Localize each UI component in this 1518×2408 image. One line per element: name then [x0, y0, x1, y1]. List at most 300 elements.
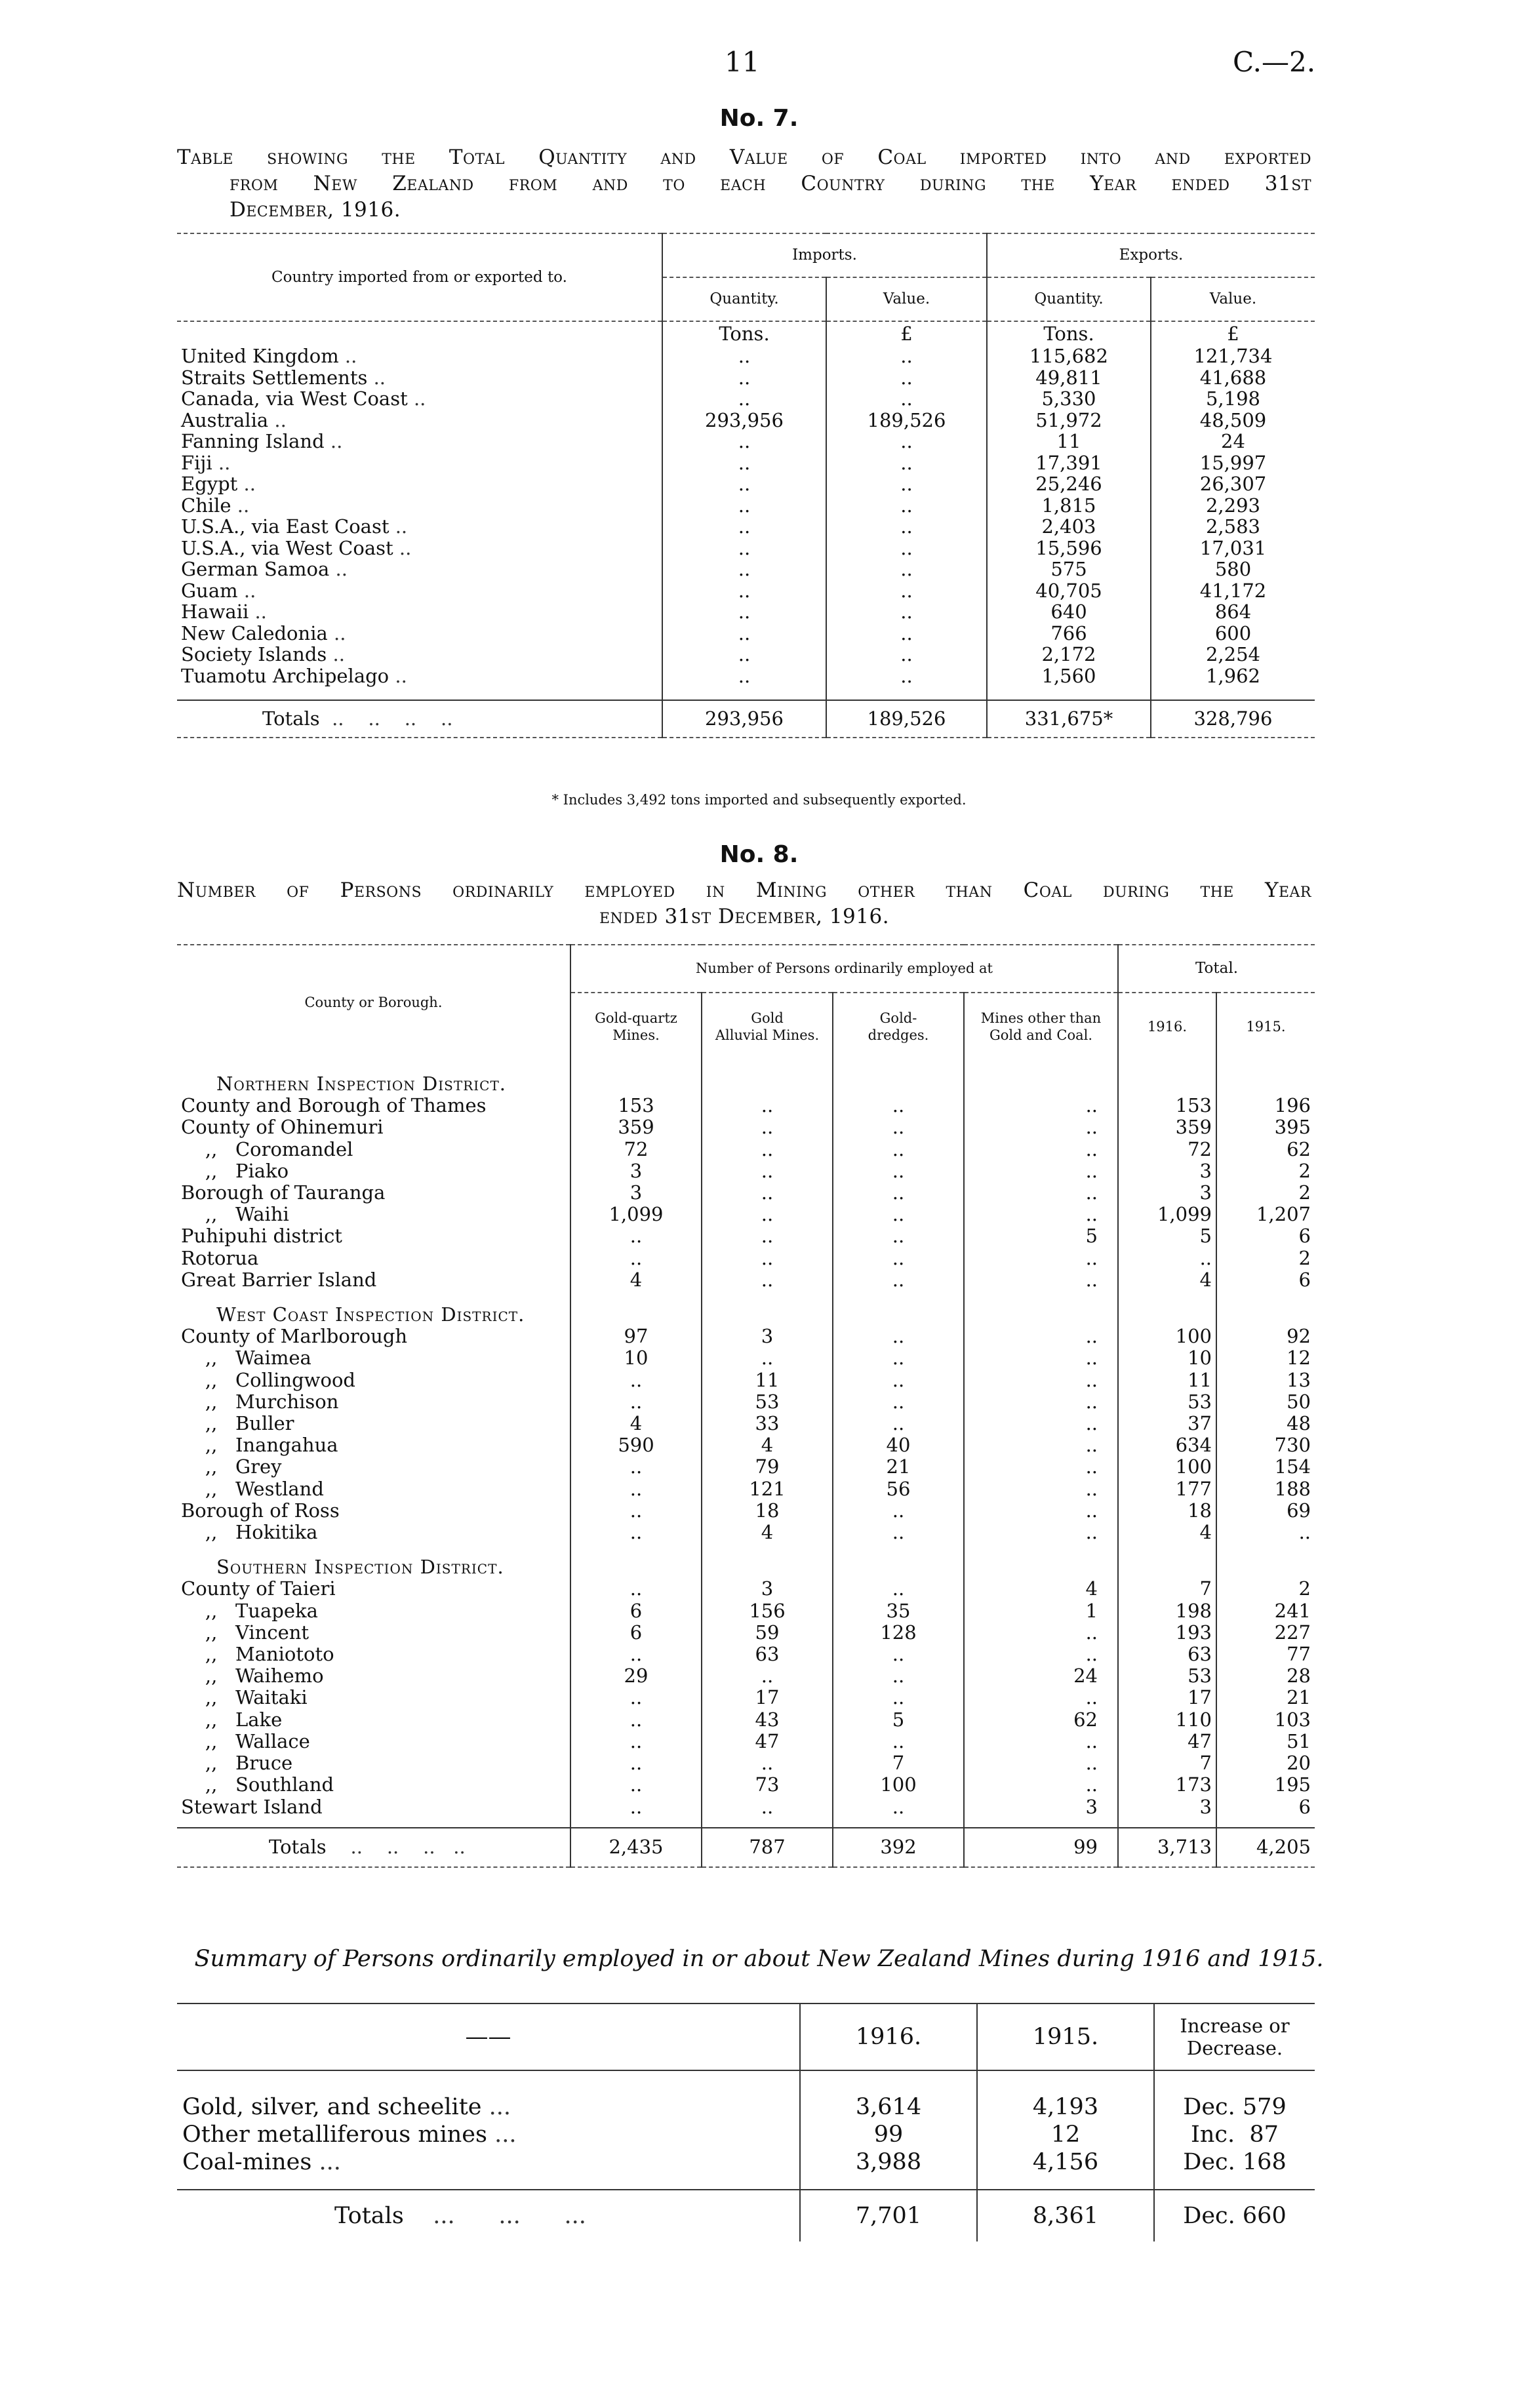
district-name: ,, Murchison — [181, 1390, 339, 1413]
district-row — [177, 1139, 1315, 1160]
unit-import-quantity: Tons. — [662, 321, 826, 345]
country-name: Egypt — [181, 473, 238, 495]
cell-mo: 62 — [964, 1709, 1118, 1731]
leader-dots: .. — [389, 515, 408, 538]
cell-gd: .. — [833, 1225, 964, 1247]
cell-t16: 100 — [1118, 1456, 1216, 1478]
district-row — [177, 1225, 1315, 1247]
cell-gd: .. — [833, 1391, 964, 1413]
country-cell — [177, 410, 662, 431]
summary-title: Summary of Persons ordinarily employed in or about New Zealand Mines during 1916 and 1915. — [194, 1946, 1324, 1972]
summary-totals-text: Totals — [334, 2203, 404, 2229]
cell-t15: 2 — [1216, 1248, 1315, 1269]
spacer-cell — [177, 2176, 800, 2190]
leader-dots: .. — [268, 408, 287, 431]
cell-iv: .. — [826, 367, 987, 389]
cell-t16: 72 — [1118, 1139, 1216, 1160]
cell-ga: .. — [702, 1796, 833, 1818]
country-cell — [177, 644, 662, 665]
coal-row — [177, 665, 1315, 687]
spacer-cell — [1118, 1543, 1216, 1556]
cell-ev: 41,688 — [1151, 367, 1315, 389]
spacer-cell — [1151, 686, 1315, 700]
district-row — [177, 1644, 1315, 1665]
country-cell — [177, 452, 662, 474]
district-name: County of Taieri — [181, 1577, 336, 1600]
district-name: ,, Lake — [181, 1708, 283, 1731]
cell-ev: 1,962 — [1151, 665, 1315, 687]
blank-cell — [1216, 1073, 1315, 1095]
cell-ga: 47 — [702, 1731, 833, 1752]
coal-row — [177, 516, 1315, 538]
cell-iq: .. — [662, 452, 826, 474]
cell-gd: .. — [833, 1116, 964, 1138]
cell-ga: .. — [702, 1248, 833, 1269]
country-cell — [177, 367, 662, 389]
country-cell — [177, 601, 662, 623]
district-header-row — [177, 1556, 1315, 1578]
coal-row — [177, 410, 1315, 431]
coal-row — [177, 473, 1315, 495]
country-name: German Samoa — [181, 558, 330, 580]
cell-t15: 92 — [1216, 1326, 1315, 1347]
cell-mo: .. — [964, 1116, 1118, 1138]
district-name: ,, Maniototo — [181, 1643, 334, 1666]
spacer-cell — [833, 1291, 964, 1304]
cell-gq: .. — [570, 1709, 702, 1731]
spacer-cell — [833, 1060, 964, 1073]
table-bottom-rule — [177, 738, 1315, 742]
district-row — [177, 1434, 1315, 1456]
country-cell — [177, 623, 662, 644]
district-name: Puhipuhi district — [181, 1225, 342, 1248]
cell-gq: 359 — [570, 1116, 702, 1138]
spacer-cell — [177, 1543, 570, 1556]
summary-total-1915: 8,361 — [977, 2190, 1154, 2241]
cell-t15: 6 — [1216, 1269, 1315, 1291]
cell-mo: 3 — [964, 1796, 1118, 1818]
table8-caption-line: ended 31st December, 1916. — [599, 905, 890, 928]
cell-mo: 5 — [964, 1225, 1118, 1247]
cell-gq: .. — [570, 1478, 702, 1500]
cell-t15: 13 — [1216, 1370, 1315, 1391]
total-import-value: 189,526 — [826, 700, 987, 738]
cell-gd: 7 — [833, 1752, 964, 1774]
header-import-quantity: Quantity. — [662, 277, 826, 321]
district-name: Stewart Island — [181, 1795, 323, 1818]
district-row — [177, 1709, 1315, 1731]
leader-dots: .. — [393, 536, 412, 559]
district-row — [177, 1269, 1315, 1291]
cell-gq: .. — [570, 1522, 702, 1543]
country-cell — [177, 388, 662, 410]
country-name: New Caledonia — [181, 622, 328, 644]
cell-ev: 24 — [1151, 431, 1315, 452]
district-name: ,, Buller — [181, 1412, 294, 1435]
cell-ev: 121,734 — [1151, 345, 1315, 367]
t8-total-gold-dredges: 392 — [833, 1828, 964, 1867]
cell-iv: .. — [826, 538, 987, 559]
cell-gq: .. — [570, 1370, 702, 1391]
country-name: Society Islands — [181, 643, 327, 665]
country-cell — [177, 431, 662, 452]
coal-row — [177, 495, 1315, 517]
district-row — [177, 1774, 1315, 1796]
spacer-cell — [570, 1543, 702, 1556]
header-county: County or Borough. — [304, 994, 443, 1010]
blank-cell — [570, 1073, 702, 1095]
blank-cell — [1118, 1556, 1216, 1578]
summary-totals-label: Totals ... ... ... — [334, 2203, 586, 2229]
table7-caption — [177, 144, 1311, 223]
cell-mo: .. — [964, 1522, 1118, 1543]
leader-dots: .. — [237, 579, 256, 602]
district-name: ,, Tuapeka — [181, 1599, 318, 1622]
spacer-row — [177, 686, 1315, 700]
blank-cell — [702, 1304, 833, 1326]
cell-t15: .. — [1216, 1522, 1315, 1543]
cell-ga: .. — [702, 1225, 833, 1247]
cell-mo: .. — [964, 1370, 1118, 1391]
spacer-cell — [662, 686, 826, 700]
mining-employment-table — [177, 944, 1315, 1872]
cell-gd: .. — [833, 1687, 964, 1708]
cell-gq: 97 — [570, 1326, 702, 1347]
cell-t16: 53 — [1118, 1665, 1216, 1687]
section-spacer — [177, 1060, 1315, 1073]
cell-gq: .. — [570, 1752, 702, 1774]
spacer-cell — [702, 1818, 833, 1828]
spacer-cell — [1118, 1060, 1216, 1073]
district-name: ,, Waimea — [181, 1347, 311, 1370]
country-name: United Kingdom — [181, 345, 339, 367]
district-title: West Coast Inspection District. — [216, 1303, 525, 1326]
table8-caption-line: Number of Persons ordinarily employed in Mining other than Coal during the Year — [177, 878, 1311, 902]
cell-iq: .. — [662, 623, 826, 644]
t8-totals-text: Totals — [269, 1836, 327, 1859]
total-export-quantity: 331,675* — [987, 700, 1151, 738]
cell-iq: .. — [662, 367, 826, 389]
cell-gq: 1,099 — [570, 1204, 702, 1225]
cell-ga: 121 — [702, 1478, 833, 1500]
cell-eq: 25,246 — [987, 473, 1151, 495]
cell-mo: 4 — [964, 1578, 1118, 1600]
end-spacer — [177, 1818, 1315, 1828]
cell-ev: 600 — [1151, 623, 1315, 644]
t8-bottom-rule — [177, 1867, 1315, 1872]
leader-dots: .. — [231, 494, 250, 517]
cell-t15: 6 — [1216, 1225, 1315, 1247]
summary-end-spacer — [177, 2176, 1315, 2190]
district-row — [177, 1752, 1315, 1774]
district-row — [177, 1456, 1315, 1478]
cell-gq: .. — [570, 1644, 702, 1665]
cell-mo: .. — [964, 1752, 1118, 1774]
cell-iv: .. — [826, 580, 987, 602]
cell-t15: 730 — [1216, 1434, 1315, 1456]
district-name: Borough of Ross — [181, 1499, 340, 1522]
cell-iv: .. — [826, 644, 987, 665]
summary-cell-y15: 12 — [977, 2121, 1154, 2148]
cell-gd: .. — [833, 1370, 964, 1391]
blank-cell — [570, 1304, 702, 1326]
cell-t15: 2 — [1216, 1578, 1315, 1600]
district-name: County of Ohinemuri — [181, 1116, 384, 1139]
cell-gd: 100 — [833, 1774, 964, 1796]
spacer-cell — [964, 1818, 1118, 1828]
cell-t15: 1,207 — [1216, 1204, 1315, 1225]
document-reference: C.—2. — [1233, 46, 1316, 78]
cell-t15: 188 — [1216, 1478, 1315, 1500]
cell-gq: 590 — [570, 1434, 702, 1456]
cell-t16: 3 — [1118, 1160, 1216, 1182]
header-mo-line: Gold and Coal. — [989, 1027, 1093, 1044]
cell-ev: 2,583 — [1151, 516, 1315, 538]
cell-gq: 3 — [570, 1160, 702, 1182]
country-name: Straits Settlements — [181, 366, 368, 389]
cell-ga: 3 — [702, 1326, 833, 1347]
cell-iv: .. — [826, 601, 987, 623]
leader-dots: .. — [327, 622, 346, 644]
t8-total-gold-quartz: 2,435 — [570, 1828, 702, 1867]
blank-cell — [1216, 1556, 1315, 1578]
spacer-cell — [702, 1291, 833, 1304]
cell-t15: 28 — [1216, 1665, 1315, 1687]
cell-iv: .. — [826, 623, 987, 644]
header-import-value: Value. — [826, 277, 987, 321]
unit-export-value: £ — [1151, 321, 1315, 345]
t8-total-gold-alluvial: 787 — [702, 1828, 833, 1867]
cell-gq: .. — [570, 1248, 702, 1269]
cell-t16: 177 — [1118, 1478, 1216, 1500]
cell-eq: 49,811 — [987, 367, 1151, 389]
cell-ga: 3 — [702, 1578, 833, 1600]
total-export-value: 328,796 — [1151, 700, 1315, 738]
cell-iq: .. — [662, 559, 826, 580]
district-name: ,, Collingwood — [181, 1368, 355, 1391]
spacer-cell — [570, 1060, 702, 1073]
coal-row — [177, 601, 1315, 623]
cell-mo: .. — [964, 1644, 1118, 1665]
spacer-cell — [1118, 1818, 1216, 1828]
header-gd-line: dredges. — [868, 1027, 929, 1044]
summary-label: Coal-mines — [182, 2149, 312, 2175]
spacer-cell — [177, 1060, 570, 1073]
country-cell — [177, 516, 662, 538]
district-name: County and Borough of Thames — [181, 1094, 487, 1117]
cell-gq: .. — [570, 1731, 702, 1752]
header-imports: Imports. — [662, 233, 987, 277]
district-name: ,, Waihi — [181, 1203, 289, 1226]
blank-cell — [833, 1556, 964, 1578]
t8-total-1916: 3,713 — [1118, 1828, 1216, 1867]
district-row — [177, 1796, 1315, 1818]
cell-ga: 53 — [702, 1391, 833, 1413]
cell-iv: .. — [826, 388, 987, 410]
district-name: ,, Grey — [181, 1455, 282, 1478]
spacer-cell — [570, 1818, 702, 1828]
cell-t16: 5 — [1118, 1225, 1216, 1247]
summary-table — [177, 2003, 1315, 2241]
cell-eq: 40,705 — [987, 580, 1151, 602]
cell-t16: 18 — [1118, 1500, 1216, 1522]
cell-gd: 5 — [833, 1709, 964, 1731]
summary-label: Gold, silver, and scheelite — [182, 2094, 482, 2120]
cell-gq: .. — [570, 1578, 702, 1600]
cell-ev: 48,509 — [1151, 410, 1315, 431]
blank-cell — [1118, 1304, 1216, 1326]
spacer-cell — [833, 1818, 964, 1828]
cell-ga: .. — [702, 1182, 833, 1204]
cell-iq: .. — [662, 665, 826, 687]
cell-t16: 7 — [1118, 1752, 1216, 1774]
cell-t15: 12 — [1216, 1347, 1315, 1369]
cell-mo: .. — [964, 1347, 1118, 1369]
cell-gd: .. — [833, 1731, 964, 1752]
cell-eq: 640 — [987, 601, 1151, 623]
cell-gd: .. — [833, 1248, 964, 1269]
cell-iq: .. — [662, 345, 826, 367]
spacer-cell — [800, 2176, 977, 2190]
cell-gd: .. — [833, 1413, 964, 1434]
spacer-cell — [702, 1543, 833, 1556]
leader-dots: .. — [329, 558, 348, 580]
cell-t16: 3 — [1118, 1796, 1216, 1818]
district-row — [177, 1182, 1315, 1204]
district-row — [177, 1578, 1315, 1600]
cell-iv: .. — [826, 452, 987, 474]
cell-gd: .. — [833, 1578, 964, 1600]
cell-t16: 11 — [1118, 1370, 1216, 1391]
district-name: ,, Piako — [181, 1159, 289, 1182]
cell-t15: 2 — [1216, 1182, 1315, 1204]
table7-caption-line: from New Zealand from and to each Country during the Year ended 31st — [230, 172, 1311, 195]
cell-t15: 62 — [1216, 1139, 1315, 1160]
country-name: U.S.A., via West Coast — [181, 536, 393, 559]
country-name: U.S.A., via East Coast — [181, 515, 389, 538]
district-row — [177, 1478, 1315, 1500]
cell-t15: 395 — [1216, 1116, 1315, 1138]
cell-ga: 73 — [702, 1774, 833, 1796]
cell-gq: .. — [570, 1774, 702, 1796]
cell-ga: .. — [702, 1269, 833, 1291]
cell-t15: 154 — [1216, 1456, 1315, 1478]
cell-ev: 864 — [1151, 601, 1315, 623]
t8-totals-label: Totals .. .. .. .. — [269, 1836, 466, 1859]
summary-label-cell: Gold, silver, and scheelite ... — [182, 2094, 511, 2120]
cell-mo: .. — [964, 1204, 1118, 1225]
spacer-cell — [702, 1060, 833, 1073]
cell-t16: 4 — [1118, 1522, 1216, 1543]
cell-ga: 4 — [702, 1522, 833, 1543]
country-name: Guam — [181, 579, 238, 602]
country-cell — [177, 345, 662, 367]
spacer-cell — [1216, 1818, 1315, 1828]
cell-iq: .. — [662, 431, 826, 452]
cell-gd: .. — [833, 1204, 964, 1225]
spacer-cell — [964, 1543, 1118, 1556]
cell-iq: .. — [662, 538, 826, 559]
cell-ev: 15,997 — [1151, 452, 1315, 474]
summary-label-cell: Coal-mines ... — [182, 2149, 341, 2175]
spacer-cell — [987, 686, 1151, 700]
cell-mo: .. — [964, 1774, 1118, 1796]
coal-row — [177, 538, 1315, 559]
header-gold-alluvial — [702, 993, 833, 1060]
cell-gd: 35 — [833, 1600, 964, 1622]
cell-mo: .. — [964, 1269, 1118, 1291]
cell-gq: .. — [570, 1687, 702, 1708]
cell-t15: 51 — [1216, 1731, 1315, 1752]
header-gq-line: Gold-quartz — [595, 1010, 677, 1027]
cell-eq: 51,972 — [987, 410, 1151, 431]
cell-gd: .. — [833, 1326, 964, 1347]
cell-t15: 195 — [1216, 1774, 1315, 1796]
district-row — [177, 1347, 1315, 1369]
summary-cell-chg: Dec. 579 — [1154, 2093, 1315, 2121]
cell-gd: .. — [833, 1160, 964, 1182]
cell-t16: 110 — [1118, 1709, 1216, 1731]
cell-t15: 227 — [1216, 1622, 1315, 1644]
district-header-row — [177, 1304, 1315, 1326]
cell-iq: .. — [662, 644, 826, 665]
cell-gd: 128 — [833, 1622, 964, 1644]
cell-t16: 198 — [1118, 1600, 1216, 1622]
cell-t16: 53 — [1118, 1391, 1216, 1413]
summary-cell-y16: 3,614 — [800, 2093, 977, 2121]
district-row — [177, 1622, 1315, 1644]
leader-dots: .. — [237, 473, 256, 495]
cell-gd: .. — [833, 1796, 964, 1818]
district-row — [177, 1160, 1315, 1182]
cell-t16: 359 — [1118, 1116, 1216, 1138]
cell-iv: .. — [826, 431, 987, 452]
cell-t15: 21 — [1216, 1687, 1315, 1708]
blank-cell — [833, 1073, 964, 1095]
country-cell — [177, 580, 662, 602]
district-name: ,, Westland — [181, 1477, 324, 1500]
district-name: ,, Wallace — [181, 1729, 310, 1752]
district-row — [177, 1391, 1315, 1413]
country-cell — [177, 559, 662, 580]
cell-iq: .. — [662, 516, 826, 538]
header-mines-other — [964, 993, 1118, 1060]
district-name: County of Marlborough — [181, 1325, 408, 1348]
spacer-cell — [1154, 2176, 1315, 2190]
cell-gd: .. — [833, 1182, 964, 1204]
table7-number: No. 7. — [719, 105, 799, 132]
summary-row — [177, 2121, 1315, 2148]
blank-cell — [702, 1556, 833, 1578]
district-name: ,, Waitaki — [181, 1686, 308, 1709]
header-gold-quartz — [570, 993, 702, 1060]
cell-gd: 40 — [833, 1434, 964, 1456]
header-1915: 1915. — [1216, 993, 1315, 1060]
cell-iq: .. — [662, 473, 826, 495]
section-spacer — [177, 1543, 1315, 1556]
cell-gq: .. — [570, 1225, 702, 1247]
cell-t16: 634 — [1118, 1434, 1216, 1456]
district-row — [177, 1522, 1315, 1543]
cell-mo: .. — [964, 1391, 1118, 1413]
cell-ga: 59 — [702, 1622, 833, 1644]
spacer-cell — [833, 1543, 964, 1556]
cell-gd: 56 — [833, 1478, 964, 1500]
cell-ga: 43 — [702, 1709, 833, 1731]
cell-ga: 79 — [702, 1456, 833, 1478]
summary-row — [177, 2148, 1315, 2176]
cell-gd: .. — [833, 1522, 964, 1543]
